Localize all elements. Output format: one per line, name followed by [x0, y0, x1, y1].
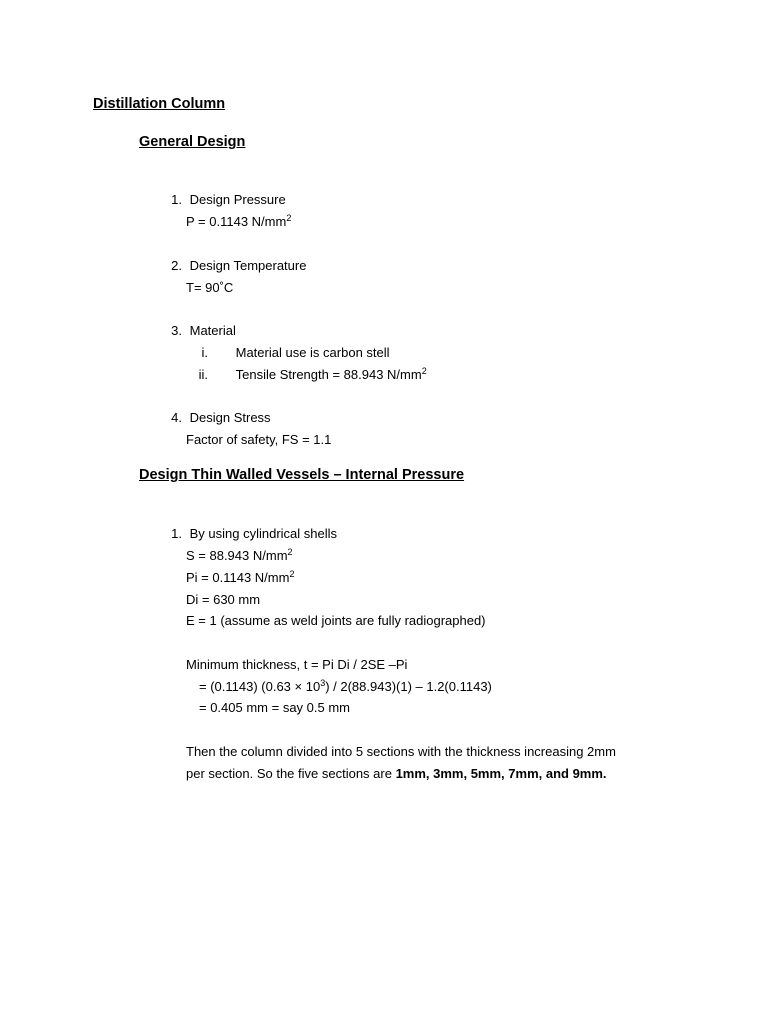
design-pressure-value: P = 0.1143 $N/mm^2$	[186, 213, 292, 229]
sub-list-number: i.	[201, 345, 208, 360]
list-label: Material	[189, 323, 236, 338]
list-item	[158, 407, 271, 429]
sub-list-item	[186, 364, 427, 386]
list-item	[158, 189, 286, 211]
design-temperature-value: T= 90˚C	[186, 280, 234, 295]
calc-line-1: = (0.1143) $(0.63 \times 10^3) / 2(88.943)(1) - 1.2(0.1143)$	[199, 678, 492, 694]
list-item	[158, 523, 337, 545]
list-label: Design Pressure	[189, 192, 286, 207]
sub-list-text: Tensile Strength = 88.943 $N/mm^2$	[235, 366, 427, 382]
list-label: Design Temperature	[189, 258, 307, 273]
conclusion-line-1: Then the column divided into 5 sections with the thickness increasing 2mm	[186, 744, 616, 759]
section-thickness-list: 1mm, 3mm, 5mm, 7mm, and 9mm.	[395, 766, 607, 781]
thin-walled-heading: Design Thin Walled Vessels – Internal Pressure	[139, 467, 465, 483]
list-item	[158, 255, 306, 277]
list-label: Design Stress	[189, 410, 271, 425]
pi-value: Pi = 0.1143 $N/mm^2$	[186, 569, 295, 585]
document-title: Distillation Column	[93, 96, 226, 112]
list-number: 2.	[171, 258, 182, 273]
sub-list-number: ii.	[198, 367, 208, 382]
list-number: 4.	[171, 410, 182, 425]
sub-list-item	[186, 342, 390, 364]
list-number: 1.	[171, 192, 182, 207]
sub-list-text: Material use is carbon stell	[235, 345, 390, 360]
list-number: 3.	[171, 323, 182, 338]
s-value: S = 88.943 $N/mm^2$	[186, 547, 293, 563]
conclusion-line-2: per section. So the five sections are 1mm, 3mm, 5mm, 7mm, and 9mm.	[186, 766, 607, 781]
min-thickness-formula: Minimum thickness, t = Pi Di / 2SE –Pi	[186, 657, 408, 672]
e-value: E = 1 (assume as weld joints are fully radiographed)	[186, 613, 486, 628]
general-design-heading: General Design	[139, 134, 246, 150]
di-value: Di = 630 mm	[186, 592, 261, 607]
list-number: 1.	[171, 526, 182, 541]
list-label: By using cylindrical shells	[189, 526, 338, 541]
calc-line-2: = 0.405 mm = say 0.5 mm	[199, 700, 351, 715]
list-item	[158, 320, 236, 342]
design-stress-value: Factor of safety, FS = 1.1	[186, 432, 332, 447]
